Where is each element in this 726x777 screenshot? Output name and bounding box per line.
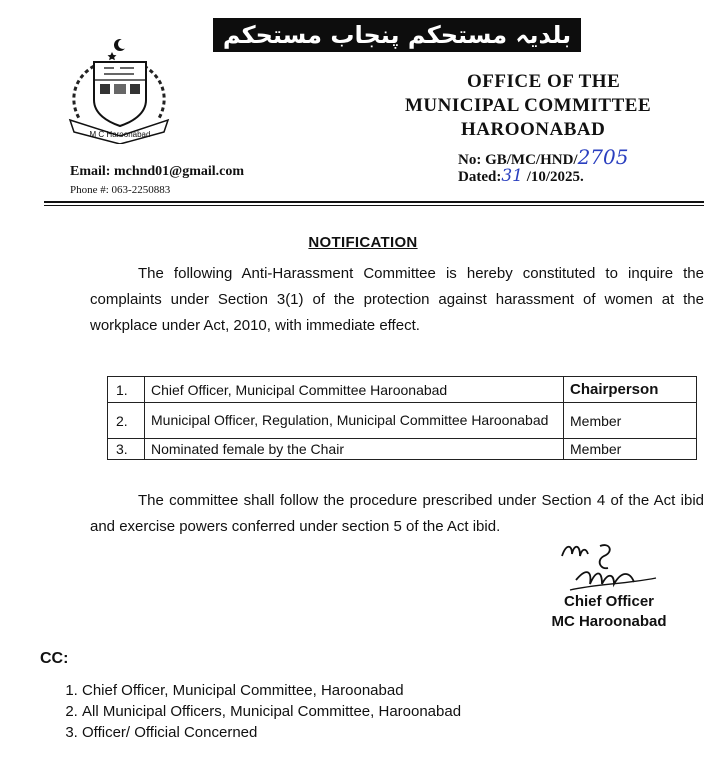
phone-line: Phone #: 063-2250883 <box>70 184 171 196</box>
committee-members-table <box>107 376 697 460</box>
member-role: Chairperson <box>564 377 697 403</box>
office-line-3: HAROONABAD <box>461 119 606 140</box>
office-line-2: MUNICIPAL COMMITTEE <box>405 95 652 116</box>
list-item: 3. Officer/ Official Concerned <box>82 722 461 743</box>
member-designation: Municipal Officer, Regulation, Municipal Committee Haroonabad <box>145 403 564 439</box>
urdu-title-banner: بلدیہ مستحکم پنجاب مستحکم <box>213 18 581 52</box>
cc-label: CC: <box>40 650 69 667</box>
table-row <box>108 377 697 403</box>
office-heading <box>405 70 675 142</box>
notification-paragraph-2: The committee shall follow the procedure prescribed under Section 4 of the Act ibid and exercise powers conferred under section 5 of the Act ibid. <box>90 492 704 535</box>
member-role: Member <box>564 439 697 460</box>
dated-label: Dated: <box>458 169 502 185</box>
header-divider-thick <box>44 201 704 203</box>
email-line: Email: mchnd01@gmail.com <box>70 164 245 179</box>
member-number: 2. <box>108 403 145 439</box>
notification-title: NOTIFICATION <box>308 234 418 251</box>
member-number: 3. <box>108 439 145 460</box>
member-designation: Nominated female by the Chair <box>145 439 564 460</box>
signatory-title: Chief Officer <box>563 593 654 610</box>
member-designation: Chief Officer, Municipal Committee Haroonabad <box>145 377 564 403</box>
handwritten-reference-number: 2705 <box>577 145 629 169</box>
cc-list <box>60 680 461 743</box>
municipal-committee-seal-logo <box>60 36 178 144</box>
member-role: Member <box>564 403 697 439</box>
handwritten-date-day: 31 <box>501 166 523 186</box>
dated-rest: /10/2025. <box>522 169 584 185</box>
logo-ribbon-text: M C Haroonabad <box>89 130 151 139</box>
office-line-1: OFFICE OF THE <box>467 71 621 92</box>
signatory-office: MC Haroonabad <box>551 613 667 630</box>
notification-paragraph-1: The following Anti-Harassment Committee is hereby constituted to inquire the complaints under Section 3(1) of the protection against harassment of women at the workplace under Act, 2010, with immediate effect. <box>90 265 704 334</box>
header-divider-thin <box>44 205 704 206</box>
dated-line <box>458 166 584 186</box>
member-number: 1. <box>108 377 145 403</box>
table-row <box>108 403 697 439</box>
reference-label: No: GB/MC/HND/ <box>458 152 578 168</box>
list-item: 1. Chief Officer, Municipal Committee, Haroonabad <box>82 680 461 701</box>
signatory-block <box>520 592 698 632</box>
list-item: 2. All Municipal Officers, Municipal Committee, Haroonabad <box>82 701 461 722</box>
table-row <box>108 439 697 460</box>
